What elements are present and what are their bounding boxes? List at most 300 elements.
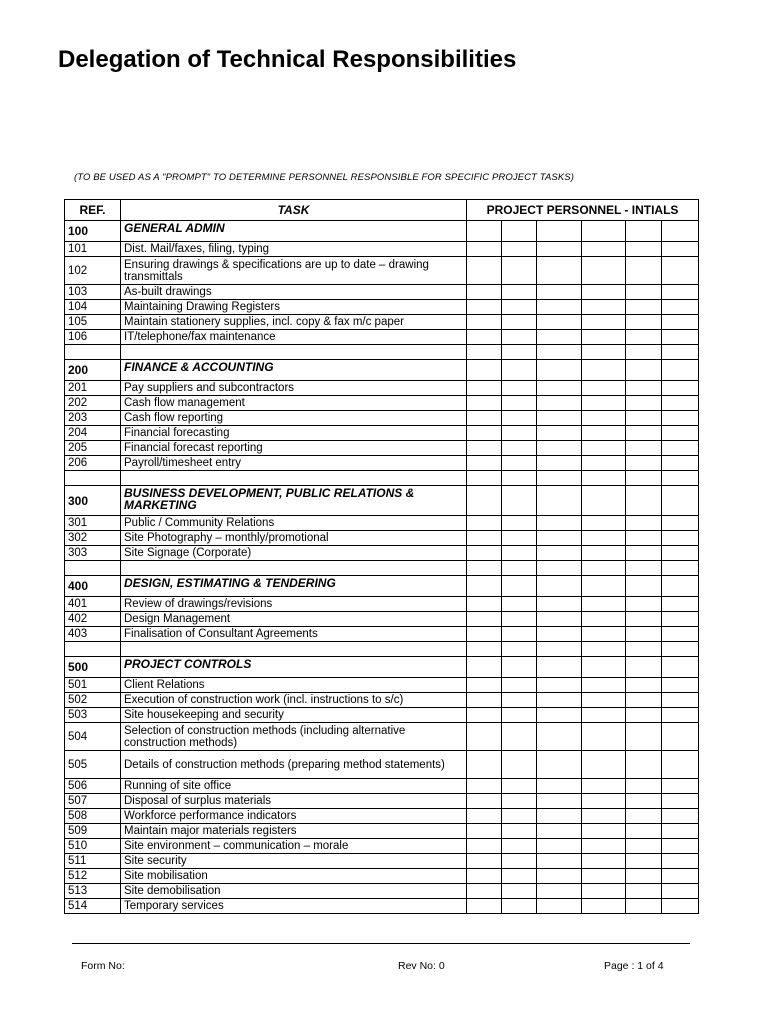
- initials-cell[interactable]: [662, 456, 699, 471]
- initials-cell[interactable]: [537, 642, 582, 657]
- table-row: [65, 257, 699, 285]
- initials-cell[interactable]: [626, 899, 662, 914]
- initials-cell[interactable]: [582, 899, 626, 914]
- initials-cell[interactable]: [626, 300, 662, 315]
- initials-cell[interactable]: [467, 426, 502, 441]
- initials-cell[interactable]: [662, 751, 699, 779]
- initials-cell[interactable]: [502, 612, 537, 627]
- initials-cell[interactable]: [537, 516, 582, 531]
- initials-cell[interactable]: [662, 300, 699, 315]
- initials-cell[interactable]: [467, 794, 502, 809]
- initials-cell[interactable]: [537, 678, 582, 693]
- spacer-row: [65, 642, 699, 657]
- task-cell: Site Photography – monthly/promotional: [121, 531, 467, 546]
- initials-cell[interactable]: [626, 221, 662, 242]
- initials-cell[interactable]: [582, 576, 626, 597]
- initials-cell[interactable]: [582, 471, 626, 486]
- initials-cell[interactable]: [662, 516, 699, 531]
- ref-cell: 105: [65, 315, 121, 330]
- initials-cell[interactable]: [582, 546, 626, 561]
- initials-cell[interactable]: [467, 471, 502, 486]
- initials-cell[interactable]: [662, 824, 699, 839]
- initials-cell[interactable]: [626, 546, 662, 561]
- initials-cell[interactable]: [502, 426, 537, 441]
- initials-cell[interactable]: [582, 441, 626, 456]
- ref-cell: [65, 642, 121, 657]
- task-cell: Finalisation of Consultant Agreements: [121, 627, 467, 642]
- table-row: [65, 531, 699, 546]
- initials-cell[interactable]: [582, 854, 626, 869]
- initials-cell[interactable]: [582, 678, 626, 693]
- initials-cell[interactable]: [662, 884, 699, 899]
- initials-cell[interactable]: [537, 426, 582, 441]
- initials-cell[interactable]: [537, 708, 582, 723]
- initials-cell[interactable]: [582, 486, 626, 516]
- initials-cell[interactable]: [662, 561, 699, 576]
- initials-cell[interactable]: [626, 242, 662, 257]
- initials-cell[interactable]: [537, 411, 582, 426]
- initials-cell[interactable]: [502, 824, 537, 839]
- initials-cell[interactable]: [502, 471, 537, 486]
- initials-cell[interactable]: [626, 708, 662, 723]
- initials-cell[interactable]: [626, 360, 662, 381]
- ref-cell: 205: [65, 441, 121, 456]
- initials-cell[interactable]: [467, 884, 502, 899]
- initials-cell[interactable]: [626, 809, 662, 824]
- initials-cell[interactable]: [662, 345, 699, 360]
- initials-cell[interactable]: [537, 794, 582, 809]
- initials-cell[interactable]: [467, 360, 502, 381]
- initials-cell[interactable]: [662, 612, 699, 627]
- initials-cell[interactable]: [502, 561, 537, 576]
- table-row: [65, 693, 699, 708]
- initials-cell[interactable]: [537, 839, 582, 854]
- initials-cell[interactable]: [467, 531, 502, 546]
- task-cell: Maintain stationery supplies, incl. copy & fax m/c paper: [121, 315, 467, 330]
- category-title-cell: BUSINESS DEVELOPMENT, PUBLIC RELATIONS & MARKETING: [121, 486, 467, 516]
- initials-cell[interactable]: [662, 723, 699, 751]
- initials-cell[interactable]: [626, 441, 662, 456]
- initials-cell[interactable]: [467, 315, 502, 330]
- initials-cell[interactable]: [502, 794, 537, 809]
- initials-cell[interactable]: [502, 531, 537, 546]
- initials-cell[interactable]: [467, 678, 502, 693]
- initials-cell[interactable]: [582, 839, 626, 854]
- initials-cell[interactable]: [662, 381, 699, 396]
- initials-cell[interactable]: [502, 854, 537, 869]
- task-column-header: TASK: [121, 200, 467, 221]
- initials-cell[interactable]: [467, 779, 502, 794]
- initials-cell[interactable]: [626, 869, 662, 884]
- ref-cell: 502: [65, 693, 121, 708]
- initials-cell[interactable]: [502, 627, 537, 642]
- initials-cell[interactable]: [502, 708, 537, 723]
- initials-cell[interactable]: [537, 285, 582, 300]
- initials-cell[interactable]: [537, 546, 582, 561]
- initials-cell[interactable]: [662, 411, 699, 426]
- initials-cell[interactable]: [537, 330, 582, 345]
- initials-cell[interactable]: [626, 315, 662, 330]
- initials-cell[interactable]: [502, 456, 537, 471]
- initials-cell[interactable]: [467, 693, 502, 708]
- initials-cell[interactable]: [626, 471, 662, 486]
- initials-cell[interactable]: [502, 315, 537, 330]
- initials-cell[interactable]: [626, 330, 662, 345]
- initials-cell[interactable]: [626, 839, 662, 854]
- ref-cell: 204: [65, 426, 121, 441]
- initials-cell[interactable]: [467, 345, 502, 360]
- ref-cell: 100: [65, 221, 121, 242]
- initials-cell[interactable]: [467, 285, 502, 300]
- initials-cell[interactable]: [537, 221, 582, 242]
- initials-cell[interactable]: [502, 869, 537, 884]
- initials-cell[interactable]: [662, 426, 699, 441]
- initials-cell[interactable]: [582, 627, 626, 642]
- initials-cell[interactable]: [626, 381, 662, 396]
- category-row: [65, 657, 699, 678]
- initials-cell[interactable]: [626, 779, 662, 794]
- initials-cell[interactable]: [467, 486, 502, 516]
- task-cell: Financial forecast reporting: [121, 441, 467, 456]
- initials-cell[interactable]: [662, 597, 699, 612]
- initials-cell[interactable]: [502, 884, 537, 899]
- initials-cell[interactable]: [467, 411, 502, 426]
- initials-cell[interactable]: [626, 516, 662, 531]
- initials-cell[interactable]: [662, 839, 699, 854]
- initials-cell[interactable]: [502, 597, 537, 612]
- initials-cell[interactable]: [582, 381, 626, 396]
- initials-cell[interactable]: [467, 657, 502, 678]
- initials-cell[interactable]: [582, 708, 626, 723]
- initials-cell[interactable]: [662, 678, 699, 693]
- initials-cell[interactable]: [467, 242, 502, 257]
- initials-cell[interactable]: [537, 576, 582, 597]
- initials-cell[interactable]: [626, 884, 662, 899]
- initials-cell[interactable]: [582, 330, 626, 345]
- task-cell: Workforce performance indicators: [121, 809, 467, 824]
- task-cell: [121, 471, 467, 486]
- document-title: Delegation of Technical Responsibilities: [58, 46, 517, 73]
- initials-cell[interactable]: [626, 642, 662, 657]
- table-row: [65, 751, 699, 779]
- initials-cell[interactable]: [467, 300, 502, 315]
- initials-cell[interactable]: [537, 779, 582, 794]
- initials-cell[interactable]: [537, 471, 582, 486]
- initials-cell[interactable]: [626, 751, 662, 779]
- initials-cell[interactable]: [626, 597, 662, 612]
- initials-cell[interactable]: [537, 809, 582, 824]
- initials-cell[interactable]: [582, 360, 626, 381]
- task-cell: Payroll/timesheet entry: [121, 456, 467, 471]
- initials-cell[interactable]: [502, 642, 537, 657]
- initials-cell[interactable]: [662, 899, 699, 914]
- table-row: [65, 516, 699, 531]
- initials-cell[interactable]: [467, 708, 502, 723]
- initials-cell[interactable]: [626, 627, 662, 642]
- initials-cell[interactable]: [502, 723, 537, 751]
- initials-cell[interactable]: [662, 809, 699, 824]
- initials-cell[interactable]: [626, 854, 662, 869]
- ref-cell: 303: [65, 546, 121, 561]
- initials-cell[interactable]: [662, 441, 699, 456]
- initials-cell[interactable]: [626, 345, 662, 360]
- initials-cell[interactable]: [662, 576, 699, 597]
- initials-cell[interactable]: [662, 854, 699, 869]
- initials-cell[interactable]: [467, 824, 502, 839]
- initials-cell[interactable]: [582, 779, 626, 794]
- initials-cell[interactable]: [502, 693, 537, 708]
- initials-cell[interactable]: [502, 285, 537, 300]
- initials-cell[interactable]: [537, 315, 582, 330]
- task-cell: Running of site office: [121, 779, 467, 794]
- initials-cell[interactable]: [582, 285, 626, 300]
- initials-cell[interactable]: [662, 693, 699, 708]
- initials-cell[interactable]: [467, 597, 502, 612]
- initials-cell[interactable]: [502, 516, 537, 531]
- initials-cell[interactable]: [662, 708, 699, 723]
- initials-cell[interactable]: [662, 794, 699, 809]
- initials-cell[interactable]: [467, 381, 502, 396]
- initials-cell[interactable]: [467, 854, 502, 869]
- initials-cell[interactable]: [626, 426, 662, 441]
- initials-cell[interactable]: [626, 612, 662, 627]
- initials-cell[interactable]: [502, 546, 537, 561]
- ref-cell: [65, 471, 121, 486]
- initials-cell[interactable]: [467, 257, 502, 285]
- initials-cell[interactable]: [537, 300, 582, 315]
- initials-cell[interactable]: [537, 627, 582, 642]
- initials-cell[interactable]: [626, 678, 662, 693]
- initials-cell[interactable]: [502, 779, 537, 794]
- initials-cell[interactable]: [467, 396, 502, 411]
- initials-cell[interactable]: [582, 884, 626, 899]
- initials-cell[interactable]: [467, 576, 502, 597]
- initials-cell[interactable]: [582, 531, 626, 546]
- initials-cell[interactable]: [582, 869, 626, 884]
- initials-cell[interactable]: [537, 693, 582, 708]
- ref-cell: 509: [65, 824, 121, 839]
- initials-cell[interactable]: [662, 360, 699, 381]
- page-number-label: Page : 1 of 4: [604, 960, 664, 972]
- initials-cell[interactable]: [502, 300, 537, 315]
- ref-cell: 507: [65, 794, 121, 809]
- initials-cell[interactable]: [582, 657, 626, 678]
- initials-cell[interactable]: [626, 411, 662, 426]
- initials-cell[interactable]: [502, 441, 537, 456]
- ref-cell: 106: [65, 330, 121, 345]
- initials-cell[interactable]: [537, 723, 582, 751]
- initials-cell[interactable]: [626, 456, 662, 471]
- initials-cell[interactable]: [582, 257, 626, 285]
- initials-cell[interactable]: [626, 486, 662, 516]
- ref-cell: 103: [65, 285, 121, 300]
- task-cell: Pay suppliers and subcontractors: [121, 381, 467, 396]
- task-cell: IT/telephone/fax maintenance: [121, 330, 467, 345]
- initials-cell[interactable]: [502, 678, 537, 693]
- initials-cell[interactable]: [467, 627, 502, 642]
- ref-cell: 400: [65, 576, 121, 597]
- initials-cell[interactable]: [662, 396, 699, 411]
- initials-cell[interactable]: [537, 242, 582, 257]
- initials-cell[interactable]: [626, 531, 662, 546]
- task-cell: Maintain major materials registers: [121, 824, 467, 839]
- initials-cell[interactable]: [662, 315, 699, 330]
- initials-cell[interactable]: [582, 242, 626, 257]
- initials-cell[interactable]: [537, 561, 582, 576]
- initials-cell[interactable]: [467, 723, 502, 751]
- initials-cell[interactable]: [582, 723, 626, 751]
- table-row: [65, 884, 699, 899]
- initials-cell[interactable]: [467, 899, 502, 914]
- initials-cell[interactable]: [662, 531, 699, 546]
- initials-cell[interactable]: [626, 285, 662, 300]
- initials-cell[interactable]: [467, 441, 502, 456]
- initials-cell[interactable]: [626, 576, 662, 597]
- initials-cell[interactable]: [467, 612, 502, 627]
- initials-cell[interactable]: [537, 486, 582, 516]
- initials-cell[interactable]: [662, 546, 699, 561]
- table-row: [65, 441, 699, 456]
- initials-cell[interactable]: [662, 486, 699, 516]
- initials-cell[interactable]: [537, 360, 582, 381]
- initials-cell[interactable]: [626, 657, 662, 678]
- initials-cell[interactable]: [626, 824, 662, 839]
- initials-cell[interactable]: [537, 381, 582, 396]
- initials-cell[interactable]: [467, 642, 502, 657]
- initials-cell[interactable]: [537, 657, 582, 678]
- category-row: [65, 221, 699, 242]
- initials-cell[interactable]: [662, 642, 699, 657]
- initials-cell[interactable]: [582, 751, 626, 779]
- initials-cell[interactable]: [582, 426, 626, 441]
- table-row: [65, 723, 699, 751]
- initials-cell[interactable]: [662, 330, 699, 345]
- initials-cell[interactable]: [537, 612, 582, 627]
- initials-cell[interactable]: [537, 396, 582, 411]
- task-cell: Site environment – communication – morale: [121, 839, 467, 854]
- table-row: [65, 794, 699, 809]
- initials-cell[interactable]: [467, 330, 502, 345]
- initials-cell[interactable]: [626, 561, 662, 576]
- initials-cell[interactable]: [582, 315, 626, 330]
- initials-cell[interactable]: [502, 657, 537, 678]
- initials-cell[interactable]: [537, 869, 582, 884]
- initials-cell[interactable]: [467, 869, 502, 884]
- initials-cell[interactable]: [537, 441, 582, 456]
- initials-cell[interactable]: [467, 516, 502, 531]
- initials-cell[interactable]: [502, 242, 537, 257]
- initials-cell[interactable]: [582, 561, 626, 576]
- table-row: [65, 411, 699, 426]
- initials-cell[interactable]: [662, 779, 699, 794]
- initials-cell[interactable]: [537, 531, 582, 546]
- initials-cell[interactable]: [582, 597, 626, 612]
- initials-cell[interactable]: [467, 751, 502, 779]
- initials-cell[interactable]: [537, 456, 582, 471]
- initials-cell[interactable]: [502, 839, 537, 854]
- initials-cell[interactable]: [502, 345, 537, 360]
- initials-cell[interactable]: [582, 345, 626, 360]
- initials-cell[interactable]: [467, 839, 502, 854]
- initials-cell[interactable]: [582, 693, 626, 708]
- initials-cell[interactable]: [502, 899, 537, 914]
- table-row: [65, 315, 699, 330]
- initials-cell[interactable]: [582, 300, 626, 315]
- initials-cell[interactable]: [502, 396, 537, 411]
- initials-cell[interactable]: [582, 824, 626, 839]
- initials-cell[interactable]: [582, 456, 626, 471]
- initials-cell[interactable]: [662, 221, 699, 242]
- table-row: [65, 839, 699, 854]
- initials-cell[interactable]: [662, 657, 699, 678]
- initials-cell[interactable]: [537, 257, 582, 285]
- initials-cell[interactable]: [537, 597, 582, 612]
- table-row: [65, 824, 699, 839]
- task-cell: Site demobilisation: [121, 884, 467, 899]
- initials-cell[interactable]: [582, 411, 626, 426]
- initials-cell[interactable]: [502, 330, 537, 345]
- initials-cell[interactable]: [502, 221, 537, 242]
- initials-cell[interactable]: [662, 869, 699, 884]
- initials-cell[interactable]: [662, 285, 699, 300]
- initials-cell[interactable]: [582, 221, 626, 242]
- initials-cell[interactable]: [467, 221, 502, 242]
- initials-cell[interactable]: [582, 809, 626, 824]
- initials-cell[interactable]: [467, 456, 502, 471]
- table-row: [65, 708, 699, 723]
- initials-cell[interactable]: [626, 723, 662, 751]
- initials-cell[interactable]: [502, 486, 537, 516]
- initials-cell[interactable]: [502, 576, 537, 597]
- initials-cell[interactable]: [537, 854, 582, 869]
- initials-cell[interactable]: [662, 257, 699, 285]
- task-cell: Selection of construction methods (including alternative construction methods): [121, 723, 467, 751]
- task-cell: Ensuring drawings & specifications are up to date – drawing transmittals: [121, 257, 467, 285]
- initials-cell[interactable]: [467, 809, 502, 824]
- initials-cell[interactable]: [626, 794, 662, 809]
- initials-cell[interactable]: [502, 411, 537, 426]
- initials-cell[interactable]: [626, 396, 662, 411]
- initials-cell[interactable]: [537, 751, 582, 779]
- initials-cell[interactable]: [467, 546, 502, 561]
- initials-cell[interactable]: [626, 257, 662, 285]
- initials-cell[interactable]: [502, 381, 537, 396]
- initials-cell[interactable]: [502, 809, 537, 824]
- task-cell: Financial forecasting: [121, 426, 467, 441]
- initials-cell[interactable]: [582, 516, 626, 531]
- initials-cell[interactable]: [662, 471, 699, 486]
- initials-cell[interactable]: [626, 693, 662, 708]
- initials-cell[interactable]: [582, 794, 626, 809]
- initials-cell[interactable]: [537, 884, 582, 899]
- table-row: [65, 456, 699, 471]
- document-subtitle: (TO BE USED AS A "PROMPT" TO DETERMINE PERSONNEL RESPONSIBLE FOR SPECIFIC PROJECT TASKS): [74, 172, 574, 183]
- initials-cell[interactable]: [537, 899, 582, 914]
- initials-cell[interactable]: [502, 360, 537, 381]
- ref-cell: 500: [65, 657, 121, 678]
- initials-cell[interactable]: [582, 612, 626, 627]
- initials-cell[interactable]: [502, 257, 537, 285]
- initials-cell[interactable]: [502, 751, 537, 779]
- initials-cell[interactable]: [537, 345, 582, 360]
- table-row: [65, 285, 699, 300]
- initials-cell[interactable]: [582, 396, 626, 411]
- initials-cell[interactable]: [537, 824, 582, 839]
- initials-cell[interactable]: [467, 561, 502, 576]
- initials-cell[interactable]: [582, 642, 626, 657]
- initials-cell[interactable]: [662, 627, 699, 642]
- initials-cell[interactable]: [662, 242, 699, 257]
